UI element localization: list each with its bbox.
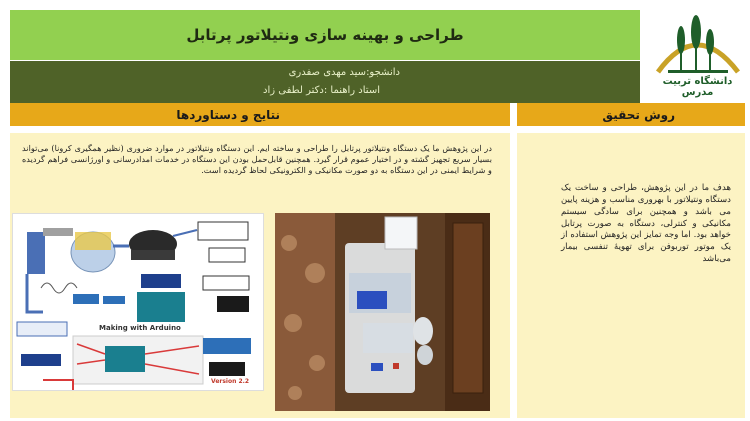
logo-text: دانشگاه تربیت مدرس <box>662 76 733 98</box>
advisor-name: استاد راهنما :دکتر لطفی زاد <box>263 85 380 96</box>
diagram-version: Version 2.2 <box>211 378 250 385</box>
page-title: طراحی و بهینه سازی ونتیلاتور پرتابل <box>186 26 464 44</box>
title-bar <box>10 10 640 60</box>
method-heading: روش تحقیق <box>602 107 675 122</box>
method-panel <box>517 133 745 418</box>
method-section-header <box>517 103 745 126</box>
results-heading: نتایج و دستاوردها <box>176 107 280 122</box>
university-logo <box>650 10 745 100</box>
results-body: در این پژوهش ما یک دستگاه ونتیلاتور پرتابل را طراحی و ساخته ایم. این دستگاه ونتیلاتور در موارد ضروری (نظیر همگیری کرونا) می‌تواند بسیار سریع تجهیز گشته و در اختیار عموم قرار گیرد. همچنین قابل‌حمل بودن این دستگاه در خدمات امدادرسانی و اورژانسی فراهم گردیده و شرایط ایمنی در این دستگاه به دو صورت مکانیکی و الکترونیکی لحاظ گردیده است. <box>22 143 492 176</box>
method-body: هدف ما در این پژوهش، طراحی و ساخت یک دستگاه ونتیلاتور با بهروری مناسب و هزینه پایین می باشد و همچنین برای سادگی سیستم مکانیکی و کنترلی، دستگاه به صورت پرتابل خواهد بود. اما وجه تمایز این پژوهش استفاده از یک موتور توربوفن برای تهویهٔ تنفسی بیمار می‌باشد <box>561 183 731 265</box>
student-name: دانشجو:سید مهدی صفدری <box>288 67 400 78</box>
results-section-header <box>10 103 510 126</box>
ventilator-system-diagram <box>12 213 264 391</box>
author-info-bar <box>10 61 640 103</box>
ventilator-prototype-photo <box>275 213 490 411</box>
diagram-title: Making with Arduino <box>99 324 181 332</box>
